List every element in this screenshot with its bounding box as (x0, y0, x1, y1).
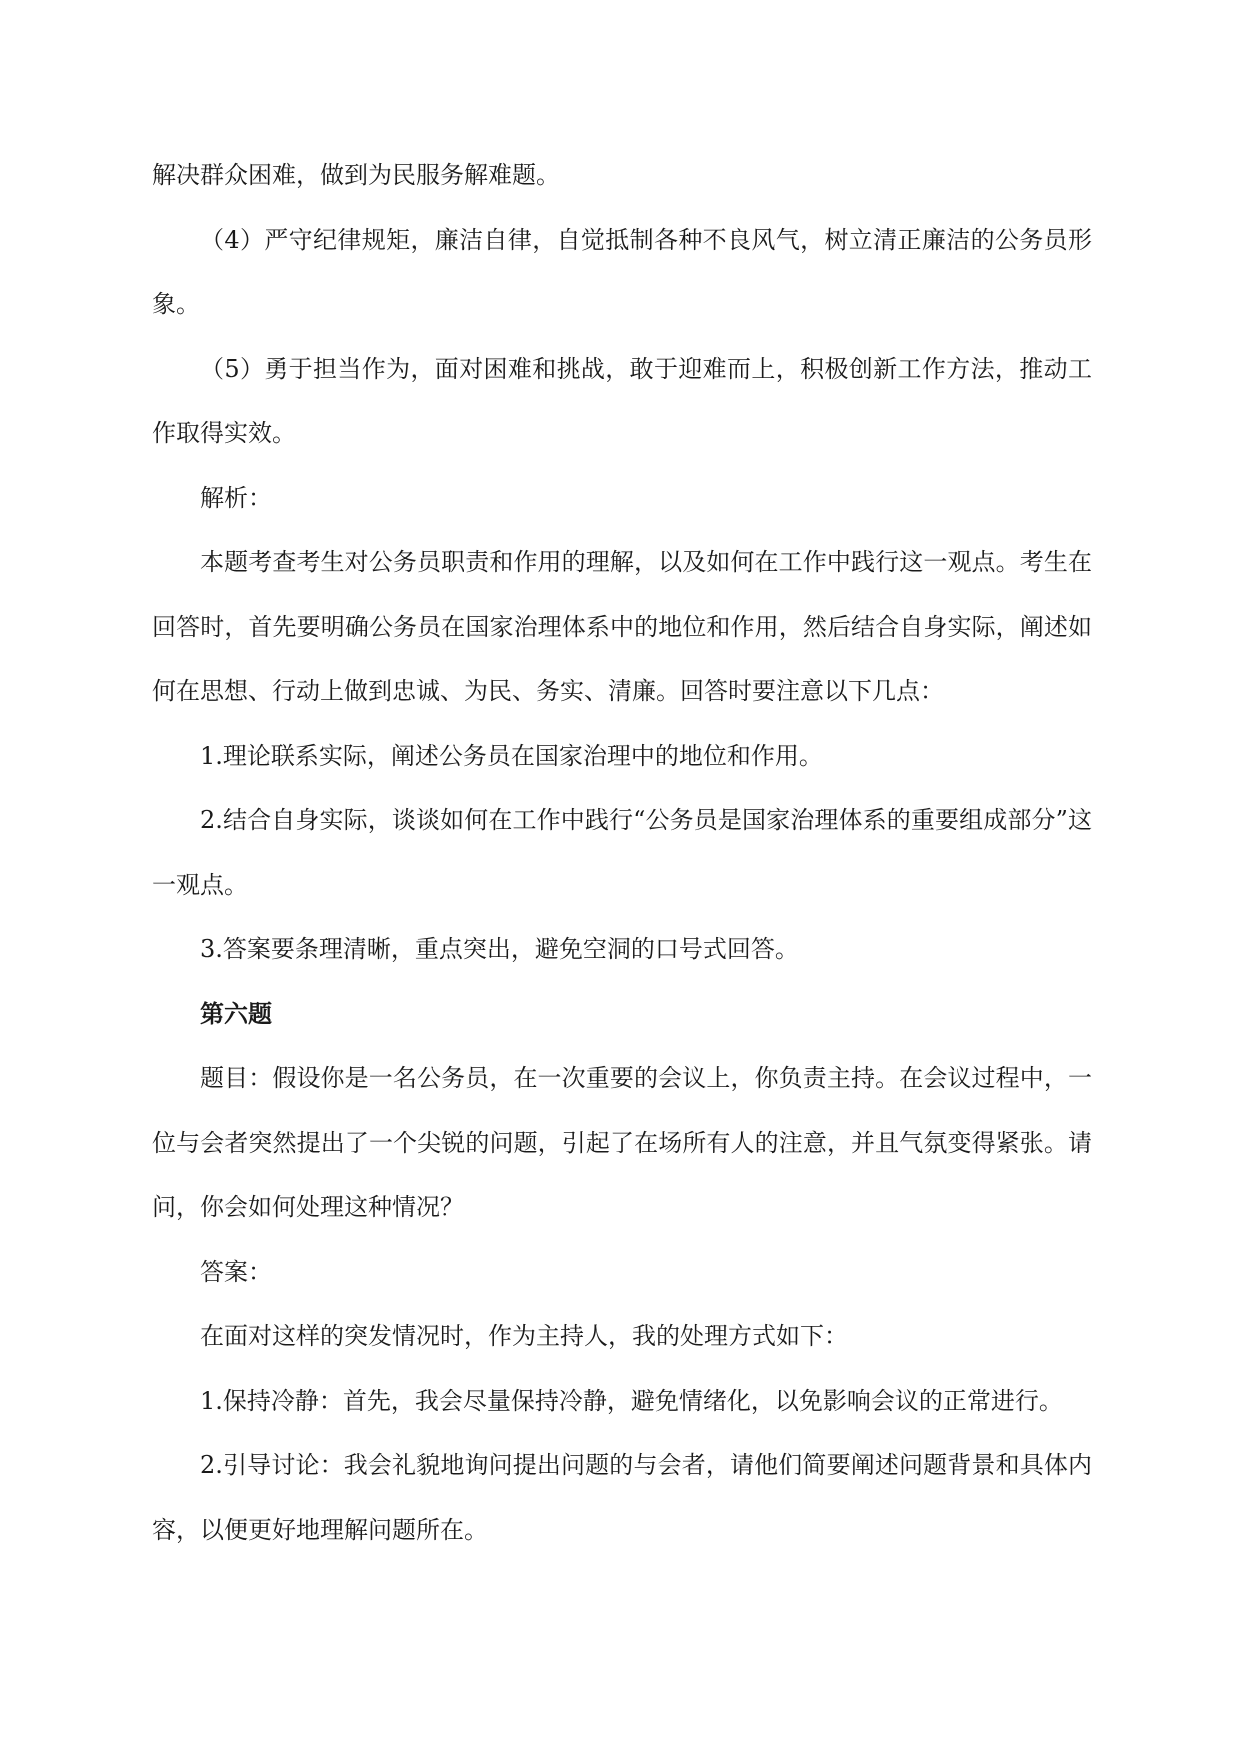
analysis-point-1: 1.理论联系实际，阐述公务员在国家治理中的地位和作用。 (200, 741, 823, 770)
analysis-point-2: 2.结合自身实际，谈谈如何在工作中践行“公务员是国家治理体系的重要组成部分”这一观点。 (152, 806, 1092, 899)
question-text: 题目：假设你是一名公务员，在一次重要的会议上，你负责主持。在会议过程中，一位与会者突然提出了一个尖锐的问题，引起了在场所有人的注意，并且气氛变得紧张。请问，你会如何处理这种情况？ (152, 1064, 1092, 1221)
question-heading: 第六题 (200, 998, 272, 1028)
analysis-label: 解析： (200, 483, 272, 512)
paragraph-point-5: （5）勇于担当作为，面对困难和挑战，敢于迎难而上，积极创新工作方法，推动工作取得实效。 (152, 354, 1092, 447)
document-body (152, 143, 1092, 1562)
paragraph-point-4: （4）严守纪律规矩，廉洁自律，自觉抵制各种不良风气，树立清正廉洁的公务员形象。 (152, 225, 1092, 318)
answer-point-1: 1.保持冷静：首先，我会尽量保持冷静，避免情绪化，以免影响会议的正常进行。 (200, 1386, 1063, 1415)
paragraph-continuation: 解决群众困难，做到为民服务解难题。 (152, 161, 560, 189)
answer-label: 答案： (200, 1257, 272, 1286)
analysis-text: 本题考查考生对公务员职责和作用的理解，以及如何在工作中践行这一观点。考生在回答时，首先要明确公务员在国家治理体系中的地位和作用，然后结合自身实际，阐述如何在思想、行动上做到忠诚、为民、务实、清廉。回答时要注意以下几点： (152, 548, 1092, 705)
answer-point-2: 2.引导讨论：我会礼貌地询问提出问题的与会者，请他们简要阐述问题背景和具体内容，以便更好地理解问题所在。 (152, 1451, 1092, 1544)
analysis-point-3: 3.答案要条理清晰，重点突出，避免空洞的口号式回答。 (200, 935, 799, 963)
answer-intro: 在面对这样的突发情况时，作为主持人，我的处理方式如下： (200, 1322, 848, 1350)
